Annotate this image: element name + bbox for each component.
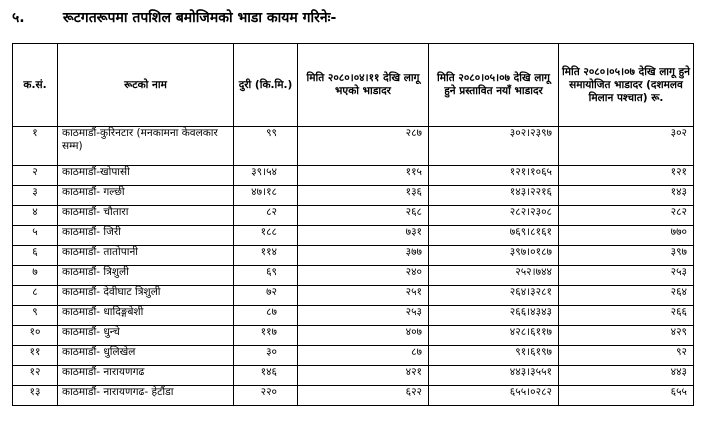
cell-route: काठमाडौं- धुलिखेल bbox=[58, 346, 234, 366]
cell-distance: ११७ bbox=[234, 326, 298, 346]
header-rate-proposed: मिति २०८०।०५।०७ देखि लागू हुने प्रस्तावित नयाँ भाडादर bbox=[429, 44, 559, 127]
cell-sn: २ bbox=[13, 166, 58, 186]
cell-sn: ५ bbox=[13, 226, 58, 246]
cell-sn: ७ bbox=[13, 266, 58, 286]
cell-sn: ६ bbox=[13, 246, 58, 266]
cell-rate-proposed: २५२।७४४ bbox=[429, 266, 559, 286]
cell-sn: १० bbox=[13, 326, 58, 346]
cell-rate-adjusted: ३०२ bbox=[559, 127, 694, 166]
cell-rate-adjusted: ४२९ bbox=[559, 326, 694, 346]
table-row bbox=[13, 286, 694, 306]
cell-rate-old: ७३१ bbox=[298, 226, 429, 246]
cell-sn: ८ bbox=[13, 286, 58, 306]
cell-rate-proposed: ४२८।६११७ bbox=[429, 326, 559, 346]
cell-distance: २२० bbox=[234, 386, 298, 406]
header-rate-adjusted: मिति २०८०।०५।०७ देखि लागू हुने समायोजित भाडादर (दशमलव मिलान पश्चात) रू. bbox=[559, 44, 694, 127]
cell-distance: ४७।१८ bbox=[234, 186, 298, 206]
cell-rate-adjusted: ९२ bbox=[559, 346, 694, 366]
cell-sn: १३ bbox=[13, 386, 58, 406]
cell-rate-old: ३७७ bbox=[298, 246, 429, 266]
cell-route: काठमाडौं-कुरिनटार (मनकामना केवलकार सम्म) bbox=[58, 127, 234, 166]
cell-route: काठमाडौं- जिरी bbox=[58, 226, 234, 246]
section-number: ५. bbox=[12, 10, 25, 26]
cell-rate-proposed: २८२।२३०८ bbox=[429, 206, 559, 226]
cell-route: काठमाडौं- नारायणगढ- हेटौंडा bbox=[58, 386, 234, 406]
cell-distance: ७२ bbox=[234, 286, 298, 306]
table-row bbox=[13, 306, 694, 326]
cell-rate-proposed: १२१।१०६५ bbox=[429, 166, 559, 186]
cell-sn: ४ bbox=[13, 206, 58, 226]
table-row bbox=[13, 246, 694, 266]
cell-route: काठमाडौं-खोपासी bbox=[58, 166, 234, 186]
cell-rate-old: ४२१ bbox=[298, 366, 429, 386]
table-row bbox=[13, 386, 694, 406]
cell-rate-adjusted: ३९७ bbox=[559, 246, 694, 266]
fare-table bbox=[12, 43, 694, 406]
cell-rate-adjusted: ७७० bbox=[559, 226, 694, 246]
cell-route: काठमाडौं- गल्छी bbox=[58, 186, 234, 206]
cell-rate-old: ११५ bbox=[298, 166, 429, 186]
header-rate-old: मिति २०८०।०४।११ देखि लागू भएको भाडादर bbox=[298, 44, 429, 127]
cell-route: काठमाडौं- धादिङ्गबेशी bbox=[58, 306, 234, 326]
table-row bbox=[13, 366, 694, 386]
table-row bbox=[13, 226, 694, 246]
cell-route: काठमाडौं- त्रिशुली bbox=[58, 266, 234, 286]
header-sn: क.सं. bbox=[13, 44, 58, 127]
cell-distance: ८२ bbox=[234, 206, 298, 226]
cell-rate-adjusted: २५३ bbox=[559, 266, 694, 286]
table-row bbox=[13, 206, 694, 226]
cell-rate-proposed: ३९७।०१८७ bbox=[429, 246, 559, 266]
cell-distance: ८७ bbox=[234, 306, 298, 326]
table-row bbox=[13, 127, 694, 166]
header-distance: दुरी (कि.मि.) bbox=[234, 44, 298, 127]
cell-rate-proposed: २६४।३२८१ bbox=[429, 286, 559, 306]
section-heading bbox=[12, 8, 336, 27]
cell-rate-old: १३६ bbox=[298, 186, 429, 206]
table-row bbox=[13, 266, 694, 286]
cell-rate-old: ४०७ bbox=[298, 326, 429, 346]
cell-route: काठमाडौं- धुन्चे bbox=[58, 326, 234, 346]
cell-rate-proposed: १४३।२२१६ bbox=[429, 186, 559, 206]
cell-rate-old: ६२२ bbox=[298, 386, 429, 406]
cell-rate-proposed: ९१।६१९७ bbox=[429, 346, 559, 366]
cell-sn: १ bbox=[13, 127, 58, 166]
cell-route: काठमाडौं- नारायणगढ bbox=[58, 366, 234, 386]
cell-rate-old: २५३ bbox=[298, 306, 429, 326]
header-route: रूटको नाम bbox=[58, 44, 234, 127]
cell-rate-adjusted: ४४३ bbox=[559, 366, 694, 386]
section-title: रूटगतरूपमा तपशिल बमोजिमको भाडा कायम गरिनेः- bbox=[62, 10, 337, 26]
cell-route: काठमाडौं- तातोपानी bbox=[58, 246, 234, 266]
cell-rate-proposed: ६५५।०२८२ bbox=[429, 386, 559, 406]
table-row bbox=[13, 346, 694, 366]
table-row bbox=[13, 186, 694, 206]
cell-sn: ११ bbox=[13, 346, 58, 366]
cell-rate-proposed: २६६।४३४३ bbox=[429, 306, 559, 326]
table-header-row bbox=[13, 44, 694, 127]
cell-rate-adjusted: १४३ bbox=[559, 186, 694, 206]
cell-rate-proposed: ७६९।८१६१ bbox=[429, 226, 559, 246]
cell-rate-old: ८७ bbox=[298, 346, 429, 366]
cell-sn: १२ bbox=[13, 366, 58, 386]
cell-route: काठमाडौं- चौतारा bbox=[58, 206, 234, 226]
cell-distance: ९९ bbox=[234, 127, 298, 166]
cell-route: काठमाडौं- देवीघाट त्रिशुली bbox=[58, 286, 234, 306]
cell-distance: १८८ bbox=[234, 226, 298, 246]
cell-rate-adjusted: २६६ bbox=[559, 306, 694, 326]
cell-distance: १४६ bbox=[234, 366, 298, 386]
cell-rate-old: २६८ bbox=[298, 206, 429, 226]
cell-rate-old: २४० bbox=[298, 266, 429, 286]
cell-distance: ३० bbox=[234, 346, 298, 366]
cell-rate-proposed: ४४३।३५५१ bbox=[429, 366, 559, 386]
cell-distance: ३९।५४ bbox=[234, 166, 298, 186]
cell-sn: ३ bbox=[13, 186, 58, 206]
cell-rate-adjusted: २८२ bbox=[559, 206, 694, 226]
cell-rate-proposed: ३०२।२३९७ bbox=[429, 127, 559, 166]
cell-rate-adjusted: ६५५ bbox=[559, 386, 694, 406]
cell-rate-old: २५१ bbox=[298, 286, 429, 306]
table-row bbox=[13, 166, 694, 186]
cell-rate-adjusted: १२१ bbox=[559, 166, 694, 186]
cell-rate-old: २८७ bbox=[298, 127, 429, 166]
cell-sn: ९ bbox=[13, 306, 58, 326]
cell-rate-adjusted: २६४ bbox=[559, 286, 694, 306]
cell-distance: ११४ bbox=[234, 246, 298, 266]
cell-distance: ६९ bbox=[234, 266, 298, 286]
table-row bbox=[13, 326, 694, 346]
